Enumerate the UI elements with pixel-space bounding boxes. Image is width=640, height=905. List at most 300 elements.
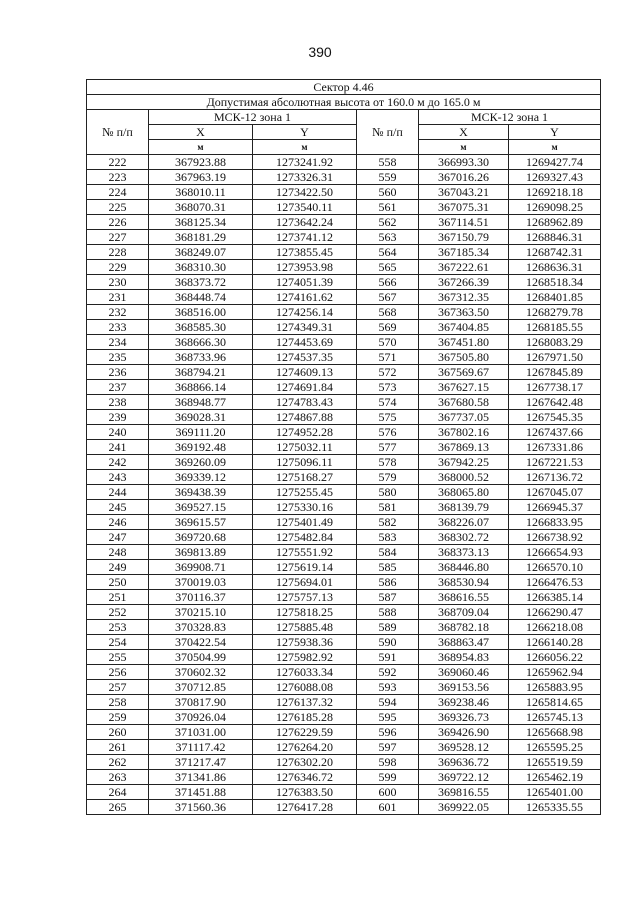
x-coordinate-left: 368125.34 bbox=[149, 215, 253, 230]
x-coordinate-left: 368866.14 bbox=[149, 380, 253, 395]
y-coordinate-left: 1275694.01 bbox=[253, 575, 357, 590]
x-coordinate-left: 369908.71 bbox=[149, 560, 253, 575]
y-coordinate-right: 1265668.98 bbox=[509, 725, 601, 740]
x-coordinate-left: 369339.12 bbox=[149, 470, 253, 485]
y-coordinate-right: 1266945.37 bbox=[509, 500, 601, 515]
point-number-right: 595 bbox=[357, 710, 419, 725]
y-coordinate-left: 1275757.13 bbox=[253, 590, 357, 605]
y-coordinate-right: 1268401.85 bbox=[509, 290, 601, 305]
x-coordinate-left: 370422.54 bbox=[149, 635, 253, 650]
point-number-left: 265 bbox=[87, 800, 149, 815]
crs-header-left: МСК-12 зона 1 bbox=[149, 110, 357, 125]
y-coordinate-right: 1268962.89 bbox=[509, 215, 601, 230]
point-number-right: 564 bbox=[357, 245, 419, 260]
table-row bbox=[87, 470, 601, 485]
table-row bbox=[87, 725, 601, 740]
table-row bbox=[87, 380, 601, 395]
point-number-left: 239 bbox=[87, 410, 149, 425]
num-header-right: № п/п bbox=[357, 110, 419, 155]
y-coordinate-left: 1274783.43 bbox=[253, 395, 357, 410]
x-header-right: X bbox=[419, 125, 509, 140]
y-coordinate-left: 1274051.39 bbox=[253, 275, 357, 290]
point-number-left: 263 bbox=[87, 770, 149, 785]
point-number-right: 567 bbox=[357, 290, 419, 305]
x-coordinate-left: 368310.30 bbox=[149, 260, 253, 275]
table-row bbox=[87, 335, 601, 350]
y-coordinate-right: 1265335.55 bbox=[509, 800, 601, 815]
unit-x-left: м bbox=[149, 140, 253, 155]
y-coordinate-left: 1274256.14 bbox=[253, 305, 357, 320]
y-coordinate-left: 1275168.27 bbox=[253, 470, 357, 485]
x-coordinate-right: 368709.04 bbox=[419, 605, 509, 620]
table-row bbox=[87, 755, 601, 770]
table-row bbox=[87, 455, 601, 470]
y-coordinate-left: 1276229.59 bbox=[253, 725, 357, 740]
point-number-right: 569 bbox=[357, 320, 419, 335]
x-coordinate-left: 370712.85 bbox=[149, 680, 253, 695]
x-coordinate-left: 368666.30 bbox=[149, 335, 253, 350]
y-coordinate-right: 1268636.31 bbox=[509, 260, 601, 275]
x-coordinate-left: 369260.09 bbox=[149, 455, 253, 470]
y-coordinate-right: 1267136.72 bbox=[509, 470, 601, 485]
point-number-left: 247 bbox=[87, 530, 149, 545]
table-row bbox=[87, 545, 601, 560]
table-row bbox=[87, 305, 601, 320]
point-number-right: 562 bbox=[357, 215, 419, 230]
point-number-left: 233 bbox=[87, 320, 149, 335]
x-coordinate-right: 367043.21 bbox=[419, 185, 509, 200]
x-coordinate-left: 368733.96 bbox=[149, 350, 253, 365]
y-coordinate-right: 1265401.00 bbox=[509, 785, 601, 800]
x-coordinate-left: 370019.03 bbox=[149, 575, 253, 590]
point-number-right: 601 bbox=[357, 800, 419, 815]
x-coordinate-left: 371451.88 bbox=[149, 785, 253, 800]
y-coordinate-left: 1274161.62 bbox=[253, 290, 357, 305]
x-coordinate-right: 368000.52 bbox=[419, 470, 509, 485]
table-row bbox=[87, 350, 601, 365]
table-row bbox=[87, 410, 601, 425]
y-coordinate-left: 1273422.50 bbox=[253, 185, 357, 200]
table-row bbox=[87, 425, 601, 440]
point-number-left: 223 bbox=[87, 170, 149, 185]
table-row bbox=[87, 230, 601, 245]
y-coordinate-left: 1275885.48 bbox=[253, 620, 357, 635]
y-coordinate-left: 1273540.11 bbox=[253, 200, 357, 215]
y-coordinate-right: 1268742.31 bbox=[509, 245, 601, 260]
point-number-right: 593 bbox=[357, 680, 419, 695]
point-number-right: 559 bbox=[357, 170, 419, 185]
point-number-right: 588 bbox=[357, 605, 419, 620]
x-coordinate-right: 367075.31 bbox=[419, 200, 509, 215]
table-row bbox=[87, 590, 601, 605]
point-number-right: 575 bbox=[357, 410, 419, 425]
x-coordinate-left: 370817.90 bbox=[149, 695, 253, 710]
y-coordinate-left: 1273855.45 bbox=[253, 245, 357, 260]
y-coordinate-left: 1276264.20 bbox=[253, 740, 357, 755]
x-coordinate-left: 368448.74 bbox=[149, 290, 253, 305]
x-coordinate-left: 370504.99 bbox=[149, 650, 253, 665]
x-coordinate-right: 369816.55 bbox=[419, 785, 509, 800]
x-coordinate-right: 367266.39 bbox=[419, 275, 509, 290]
x-coordinate-left: 368373.72 bbox=[149, 275, 253, 290]
y-header-left: Y bbox=[253, 125, 357, 140]
y-coordinate-right: 1266476.53 bbox=[509, 575, 601, 590]
y-coordinate-right: 1267221.53 bbox=[509, 455, 601, 470]
x-coordinate-left: 370926.04 bbox=[149, 710, 253, 725]
y-coordinate-left: 1275818.25 bbox=[253, 605, 357, 620]
point-number-left: 262 bbox=[87, 755, 149, 770]
y-coordinate-left: 1275255.45 bbox=[253, 485, 357, 500]
num-header-left: № п/п bbox=[87, 110, 149, 155]
point-number-right: 599 bbox=[357, 770, 419, 785]
table-row bbox=[87, 440, 601, 455]
y-coordinate-left: 1274691.84 bbox=[253, 380, 357, 395]
x-coordinate-left: 369438.39 bbox=[149, 485, 253, 500]
y-coordinate-left: 1276417.28 bbox=[253, 800, 357, 815]
crs-header-right: МСК-12 зона 1 bbox=[419, 110, 601, 125]
x-coordinate-right: 369528.12 bbox=[419, 740, 509, 755]
x-coordinate-right: 368863.47 bbox=[419, 635, 509, 650]
table-row bbox=[87, 515, 601, 530]
y-coordinate-right: 1266385.14 bbox=[509, 590, 601, 605]
point-number-left: 241 bbox=[87, 440, 149, 455]
point-number-right: 598 bbox=[357, 755, 419, 770]
y-coordinate-left: 1273326.31 bbox=[253, 170, 357, 185]
y-coordinate-left: 1273953.98 bbox=[253, 260, 357, 275]
point-number-left: 249 bbox=[87, 560, 149, 575]
x-coordinate-right: 369326.73 bbox=[419, 710, 509, 725]
y-coordinate-left: 1276302.20 bbox=[253, 755, 357, 770]
y-coordinate-left: 1275619.14 bbox=[253, 560, 357, 575]
y-coordinate-left: 1275401.49 bbox=[253, 515, 357, 530]
point-number-right: 572 bbox=[357, 365, 419, 380]
x-coordinate-right: 368782.18 bbox=[419, 620, 509, 635]
x-coordinate-right: 366993.30 bbox=[419, 155, 509, 170]
y-coordinate-left: 1275330.16 bbox=[253, 500, 357, 515]
y-coordinate-left: 1274609.13 bbox=[253, 365, 357, 380]
y-coordinate-right: 1267331.86 bbox=[509, 440, 601, 455]
table-row bbox=[87, 365, 601, 380]
point-number-right: 597 bbox=[357, 740, 419, 755]
x-coordinate-left: 368010.11 bbox=[149, 185, 253, 200]
y-coordinate-right: 1269218.18 bbox=[509, 185, 601, 200]
x-coordinate-left: 370328.83 bbox=[149, 620, 253, 635]
point-number-right: 568 bbox=[357, 305, 419, 320]
point-number-left: 248 bbox=[87, 545, 149, 560]
y-coordinate-right: 1269098.25 bbox=[509, 200, 601, 215]
point-number-right: 589 bbox=[357, 620, 419, 635]
x-coordinate-right: 368530.94 bbox=[419, 575, 509, 590]
x-coordinate-left: 369720.68 bbox=[149, 530, 253, 545]
table-row bbox=[87, 680, 601, 695]
page-number: 390 bbox=[308, 44, 332, 60]
x-coordinate-right: 368616.55 bbox=[419, 590, 509, 605]
x-coordinate-right: 367150.79 bbox=[419, 230, 509, 245]
point-number-right: 582 bbox=[357, 515, 419, 530]
x-coordinate-right: 368954.83 bbox=[419, 650, 509, 665]
point-number-left: 237 bbox=[87, 380, 149, 395]
point-number-left: 253 bbox=[87, 620, 149, 635]
y-coordinate-right: 1267642.48 bbox=[509, 395, 601, 410]
point-number-right: 578 bbox=[357, 455, 419, 470]
point-number-right: 571 bbox=[357, 350, 419, 365]
point-number-left: 230 bbox=[87, 275, 149, 290]
table-row bbox=[87, 245, 601, 260]
x-coordinate-right: 368226.07 bbox=[419, 515, 509, 530]
y-coordinate-left: 1275551.92 bbox=[253, 545, 357, 560]
x-coordinate-right: 369636.72 bbox=[419, 755, 509, 770]
y-coordinate-left: 1274453.69 bbox=[253, 335, 357, 350]
table-row bbox=[87, 185, 601, 200]
y-coordinate-left: 1274867.88 bbox=[253, 410, 357, 425]
x-coordinate-right: 367505.80 bbox=[419, 350, 509, 365]
point-number-right: 591 bbox=[357, 650, 419, 665]
point-number-right: 573 bbox=[357, 380, 419, 395]
y-coordinate-right: 1268185.55 bbox=[509, 320, 601, 335]
point-number-left: 257 bbox=[87, 680, 149, 695]
point-number-right: 570 bbox=[357, 335, 419, 350]
y-coordinate-right: 1268518.34 bbox=[509, 275, 601, 290]
y-coordinate-right: 1266140.28 bbox=[509, 635, 601, 650]
x-coordinate-left: 368794.21 bbox=[149, 365, 253, 380]
y-coordinate-right: 1267738.17 bbox=[509, 380, 601, 395]
point-number-left: 229 bbox=[87, 260, 149, 275]
y-coordinate-right: 1265519.59 bbox=[509, 755, 601, 770]
x-coordinate-left: 370215.10 bbox=[149, 605, 253, 620]
table-row bbox=[87, 275, 601, 290]
x-coordinate-left: 371031.00 bbox=[149, 725, 253, 740]
x-coordinate-right: 368373.13 bbox=[419, 545, 509, 560]
y-coordinate-left: 1276033.34 bbox=[253, 665, 357, 680]
point-number-left: 256 bbox=[87, 665, 149, 680]
x-coordinate-right: 369238.46 bbox=[419, 695, 509, 710]
table-row bbox=[87, 605, 601, 620]
y-coordinate-right: 1268846.31 bbox=[509, 230, 601, 245]
x-coordinate-right: 368446.80 bbox=[419, 560, 509, 575]
point-number-left: 243 bbox=[87, 470, 149, 485]
x-coordinate-right: 369922.05 bbox=[419, 800, 509, 815]
y-coordinate-left: 1276185.28 bbox=[253, 710, 357, 725]
x-coordinate-left: 371560.36 bbox=[149, 800, 253, 815]
point-number-left: 228 bbox=[87, 245, 149, 260]
y-coordinate-left: 1275938.36 bbox=[253, 635, 357, 650]
table-row bbox=[87, 290, 601, 305]
point-number-right: 560 bbox=[357, 185, 419, 200]
point-number-left: 244 bbox=[87, 485, 149, 500]
table-row bbox=[87, 740, 601, 755]
y-coordinate-right: 1266218.08 bbox=[509, 620, 601, 635]
y-coordinate-right: 1267971.50 bbox=[509, 350, 601, 365]
y-coordinate-right: 1265962.94 bbox=[509, 665, 601, 680]
y-coordinate-right: 1267437.66 bbox=[509, 425, 601, 440]
point-number-left: 225 bbox=[87, 200, 149, 215]
x-coordinate-left: 368070.31 bbox=[149, 200, 253, 215]
point-number-right: 596 bbox=[357, 725, 419, 740]
table-row bbox=[87, 665, 601, 680]
x-coordinate-left: 369813.89 bbox=[149, 545, 253, 560]
x-coordinate-right: 367222.61 bbox=[419, 260, 509, 275]
y-coordinate-right: 1269327.43 bbox=[509, 170, 601, 185]
y-coordinate-right: 1265462.19 bbox=[509, 770, 601, 785]
unit-y-right: м bbox=[509, 140, 601, 155]
y-coordinate-left: 1273642.24 bbox=[253, 215, 357, 230]
point-number-left: 255 bbox=[87, 650, 149, 665]
y-header-right: Y bbox=[509, 125, 601, 140]
point-number-right: 586 bbox=[357, 575, 419, 590]
y-coordinate-right: 1266654.93 bbox=[509, 545, 601, 560]
y-coordinate-right: 1265883.95 bbox=[509, 680, 601, 695]
unit-y-left: м bbox=[253, 140, 357, 155]
x-coordinate-left: 368181.29 bbox=[149, 230, 253, 245]
unit-x-right: м bbox=[419, 140, 509, 155]
table-row bbox=[87, 215, 601, 230]
allowed-height-caption: Допустимая абсолютная высота от 160.0 м до 165.0 м bbox=[87, 95, 601, 110]
y-coordinate-right: 1265814.65 bbox=[509, 695, 601, 710]
table-row bbox=[87, 500, 601, 515]
table-row bbox=[87, 770, 601, 785]
y-coordinate-left: 1276137.32 bbox=[253, 695, 357, 710]
point-number-left: 231 bbox=[87, 290, 149, 305]
point-number-right: 574 bbox=[357, 395, 419, 410]
y-coordinate-right: 1266570.10 bbox=[509, 560, 601, 575]
x-coordinate-right: 367185.34 bbox=[419, 245, 509, 260]
point-number-right: 583 bbox=[357, 530, 419, 545]
point-number-left: 261 bbox=[87, 740, 149, 755]
x-coordinate-right: 369426.90 bbox=[419, 725, 509, 740]
point-number-right: 581 bbox=[357, 500, 419, 515]
table-row bbox=[87, 785, 601, 800]
table-row bbox=[87, 695, 601, 710]
y-coordinate-right: 1266290.47 bbox=[509, 605, 601, 620]
x-coordinate-left: 369111.20 bbox=[149, 425, 253, 440]
x-coordinate-right: 367680.58 bbox=[419, 395, 509, 410]
x-coordinate-left: 369028.31 bbox=[149, 410, 253, 425]
x-coordinate-left: 368249.07 bbox=[149, 245, 253, 260]
y-coordinate-left: 1275482.84 bbox=[253, 530, 357, 545]
point-number-right: 594 bbox=[357, 695, 419, 710]
y-coordinate-left: 1274952.28 bbox=[253, 425, 357, 440]
point-number-right: 558 bbox=[357, 155, 419, 170]
x-coordinate-right: 369153.56 bbox=[419, 680, 509, 695]
x-coordinate-right: 367114.51 bbox=[419, 215, 509, 230]
y-coordinate-left: 1275096.11 bbox=[253, 455, 357, 470]
x-header-left: X bbox=[149, 125, 253, 140]
point-number-right: 565 bbox=[357, 260, 419, 275]
point-number-left: 242 bbox=[87, 455, 149, 470]
x-coordinate-left: 367963.19 bbox=[149, 170, 253, 185]
y-coordinate-right: 1266056.22 bbox=[509, 650, 601, 665]
point-number-left: 224 bbox=[87, 185, 149, 200]
x-coordinate-left: 371117.42 bbox=[149, 740, 253, 755]
point-number-right: 592 bbox=[357, 665, 419, 680]
y-coordinate-right: 1266738.92 bbox=[509, 530, 601, 545]
y-coordinate-right: 1265745.13 bbox=[509, 710, 601, 725]
y-coordinate-left: 1275982.92 bbox=[253, 650, 357, 665]
table-row bbox=[87, 530, 601, 545]
point-number-right: 584 bbox=[357, 545, 419, 560]
table-row bbox=[87, 635, 601, 650]
y-coordinate-right: 1267045.07 bbox=[509, 485, 601, 500]
y-coordinate-left: 1273741.12 bbox=[253, 230, 357, 245]
x-coordinate-right: 367569.67 bbox=[419, 365, 509, 380]
point-number-left: 260 bbox=[87, 725, 149, 740]
x-coordinate-left: 369527.15 bbox=[149, 500, 253, 515]
point-number-left: 245 bbox=[87, 500, 149, 515]
point-number-left: 246 bbox=[87, 515, 149, 530]
coordinates-table bbox=[86, 79, 601, 815]
table-row bbox=[87, 155, 601, 170]
x-coordinate-left: 371341.86 bbox=[149, 770, 253, 785]
table-row bbox=[87, 485, 601, 500]
point-number-right: 580 bbox=[357, 485, 419, 500]
point-number-right: 590 bbox=[357, 635, 419, 650]
point-number-left: 232 bbox=[87, 305, 149, 320]
table-row bbox=[87, 200, 601, 215]
table-row bbox=[87, 575, 601, 590]
x-coordinate-right: 368302.72 bbox=[419, 530, 509, 545]
x-coordinate-left: 368948.77 bbox=[149, 395, 253, 410]
y-coordinate-right: 1268083.29 bbox=[509, 335, 601, 350]
x-coordinate-right: 367627.15 bbox=[419, 380, 509, 395]
x-coordinate-right: 367404.85 bbox=[419, 320, 509, 335]
x-coordinate-left: 367923.88 bbox=[149, 155, 253, 170]
point-number-left: 259 bbox=[87, 710, 149, 725]
point-number-left: 252 bbox=[87, 605, 149, 620]
y-coordinate-left: 1273241.92 bbox=[253, 155, 357, 170]
table-row bbox=[87, 560, 601, 575]
point-number-left: 254 bbox=[87, 635, 149, 650]
y-coordinate-right: 1267545.35 bbox=[509, 410, 601, 425]
x-coordinate-right: 367869.13 bbox=[419, 440, 509, 455]
point-number-left: 238 bbox=[87, 395, 149, 410]
table-row bbox=[87, 620, 601, 635]
sector-title: Сектор 4.46 bbox=[87, 80, 601, 95]
table-row bbox=[87, 170, 601, 185]
x-coordinate-right: 367016.26 bbox=[419, 170, 509, 185]
table-row bbox=[87, 800, 601, 815]
point-number-right: 577 bbox=[357, 440, 419, 455]
x-coordinate-right: 368065.80 bbox=[419, 485, 509, 500]
y-coordinate-right: 1265595.25 bbox=[509, 740, 601, 755]
y-coordinate-left: 1274349.31 bbox=[253, 320, 357, 335]
point-number-left: 250 bbox=[87, 575, 149, 590]
x-coordinate-right: 369722.12 bbox=[419, 770, 509, 785]
x-coordinate-right: 367312.35 bbox=[419, 290, 509, 305]
point-number-left: 222 bbox=[87, 155, 149, 170]
x-coordinate-left: 369615.57 bbox=[149, 515, 253, 530]
point-number-right: 579 bbox=[357, 470, 419, 485]
x-coordinate-left: 370116.37 bbox=[149, 590, 253, 605]
table-row bbox=[87, 710, 601, 725]
point-number-left: 235 bbox=[87, 350, 149, 365]
point-number-right: 600 bbox=[357, 785, 419, 800]
y-coordinate-right: 1267845.89 bbox=[509, 365, 601, 380]
point-number-left: 251 bbox=[87, 590, 149, 605]
x-coordinate-right: 368139.79 bbox=[419, 500, 509, 515]
table-row bbox=[87, 650, 601, 665]
y-coordinate-left: 1276346.72 bbox=[253, 770, 357, 785]
x-coordinate-right: 367737.05 bbox=[419, 410, 509, 425]
x-coordinate-right: 367942.25 bbox=[419, 455, 509, 470]
x-coordinate-right: 367363.50 bbox=[419, 305, 509, 320]
point-number-right: 576 bbox=[357, 425, 419, 440]
point-number-left: 258 bbox=[87, 695, 149, 710]
point-number-left: 234 bbox=[87, 335, 149, 350]
point-number-right: 585 bbox=[357, 560, 419, 575]
x-coordinate-right: 367802.16 bbox=[419, 425, 509, 440]
y-coordinate-right: 1268279.78 bbox=[509, 305, 601, 320]
point-number-right: 587 bbox=[357, 590, 419, 605]
